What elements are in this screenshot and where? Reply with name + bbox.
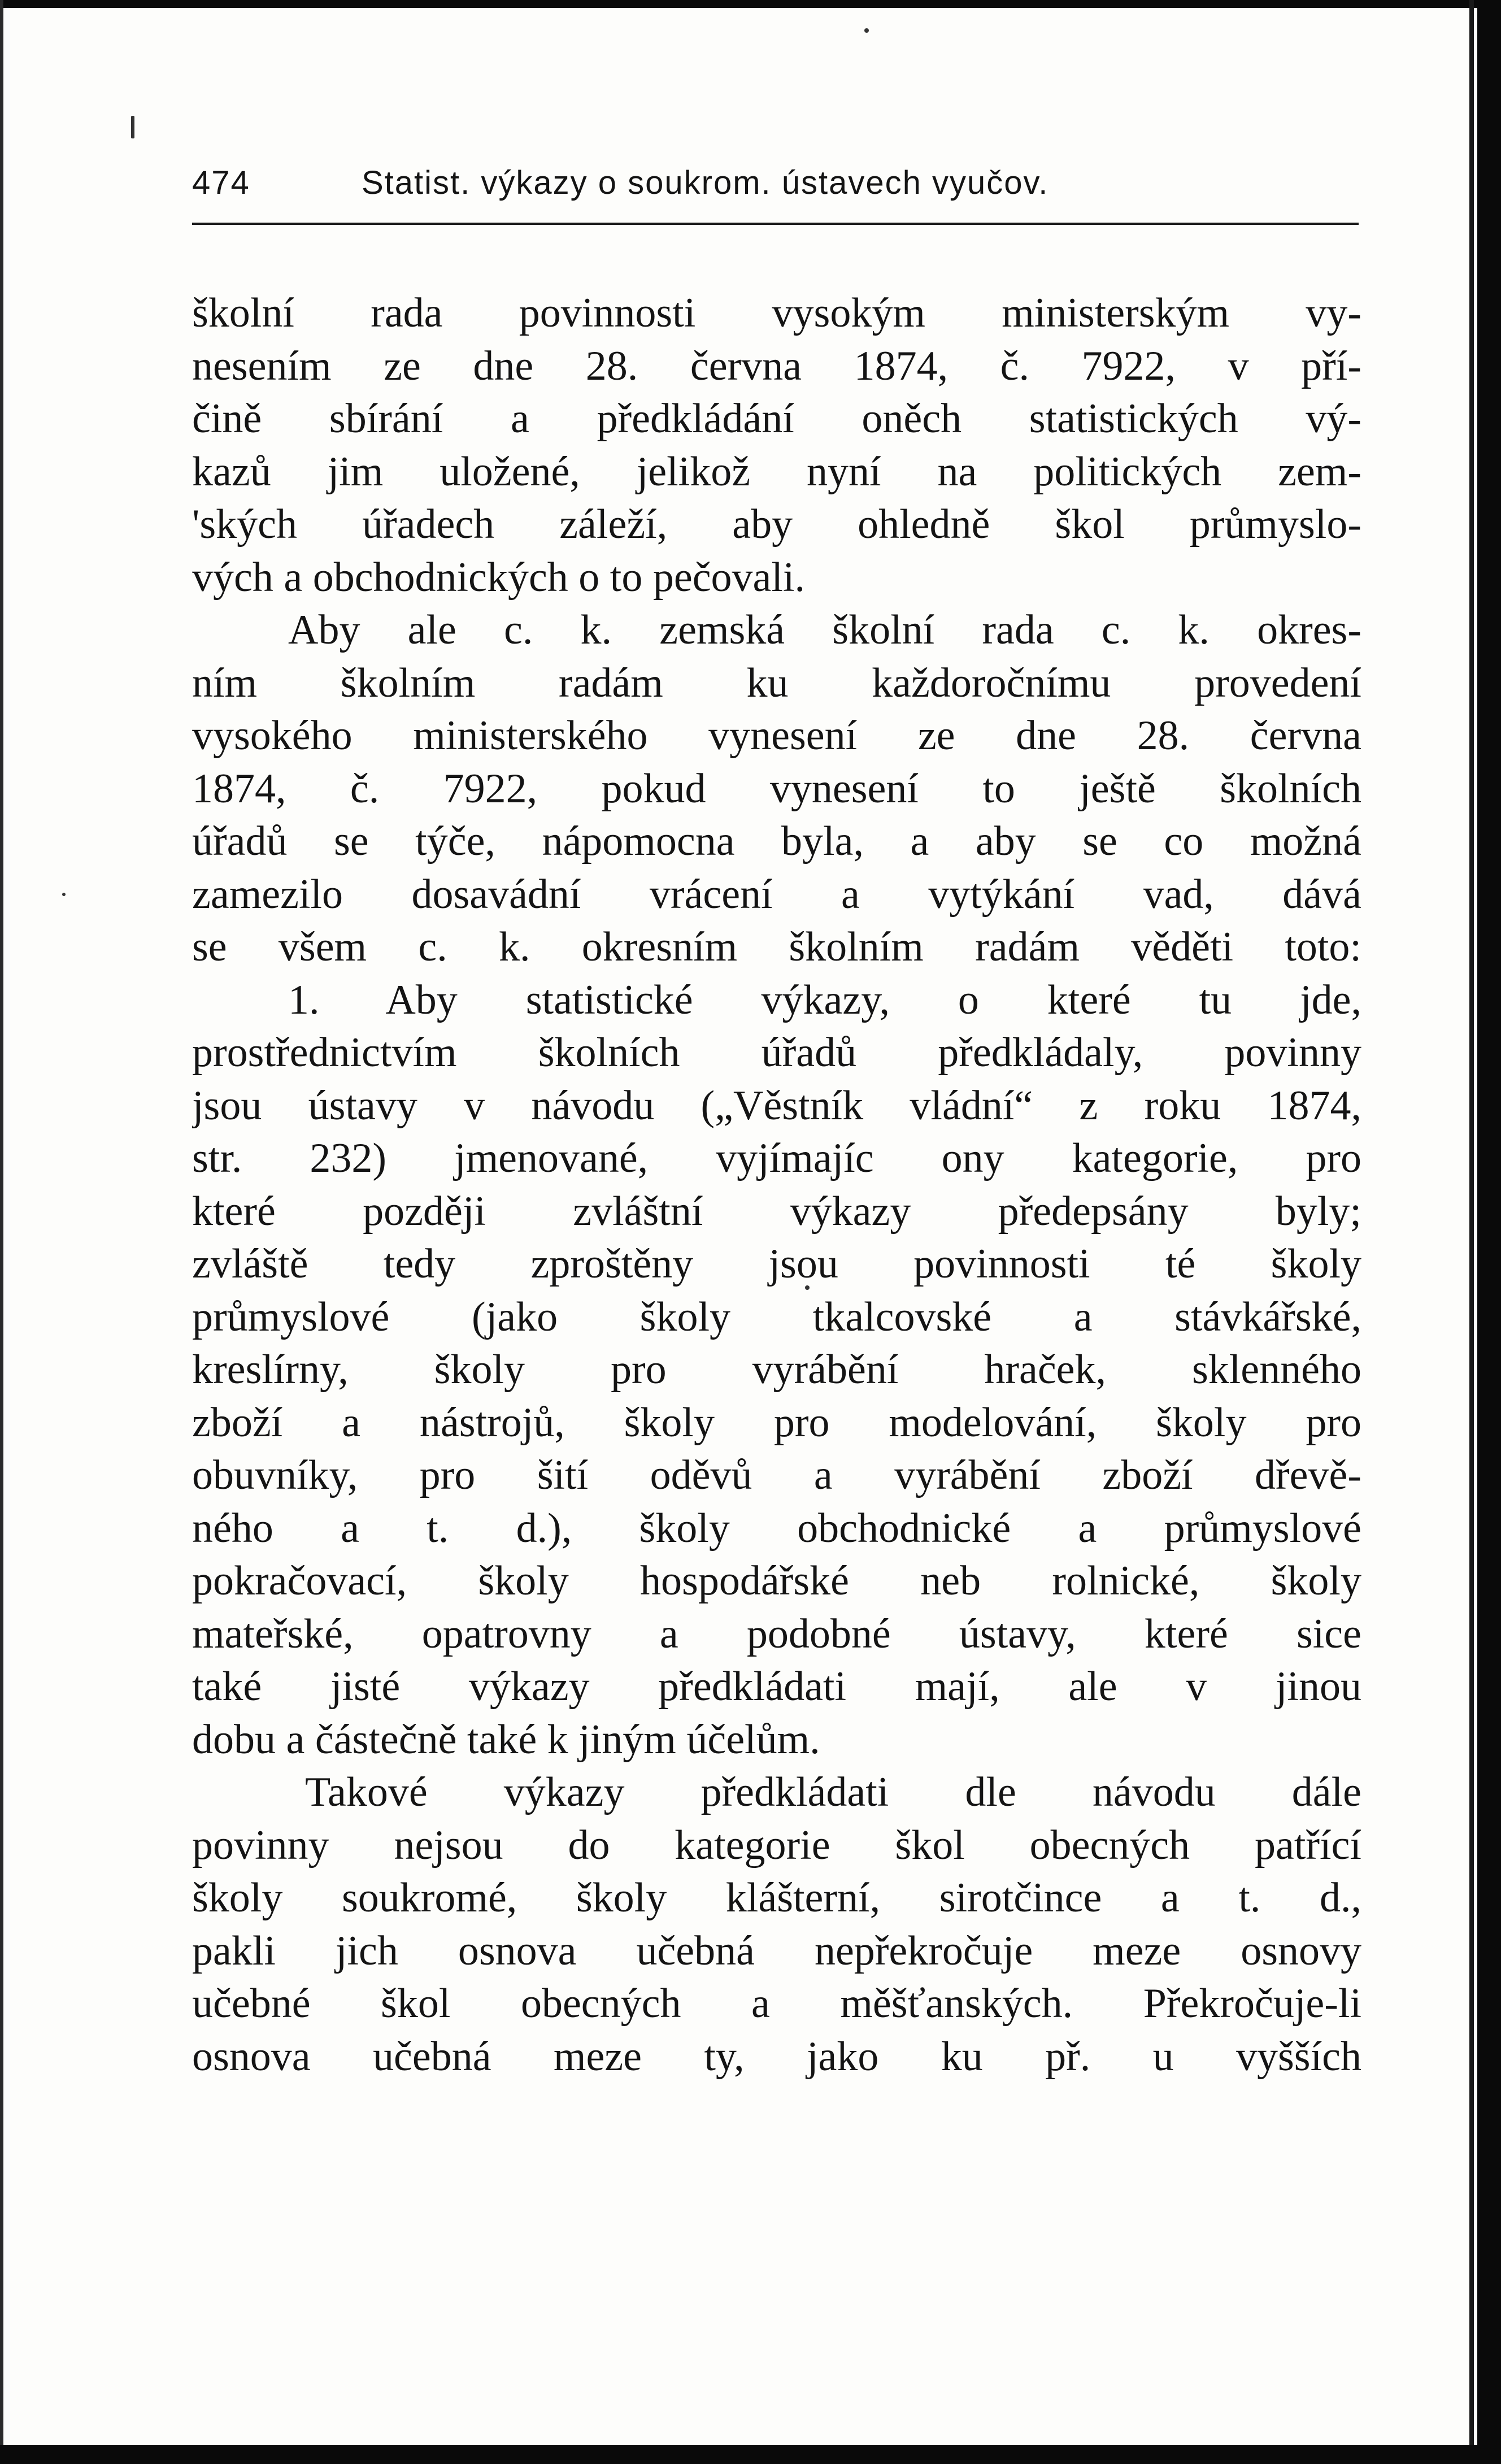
text-line: školní rada povinnosti vysokým ministerským vy- [192, 290, 1361, 336]
page-number: 474 [192, 164, 250, 201]
text-line: kazů jim uložené, jelikož nyní na politických zem- [192, 448, 1361, 495]
text-line: jsou ústavy v návodu („Věstník vládní“ z roku 1874, [192, 1082, 1361, 1129]
text-line: zboží a nástrojů, školy pro modelování, školy pro [192, 1399, 1361, 1446]
text-line: 1874, č. 7922, pokud vynesení to ještě školních [192, 765, 1361, 812]
text-line: ním školním radám ku každoročnímu provedení [192, 659, 1361, 706]
running-header [192, 154, 1361, 205]
text-line: Takové výkazy předkládati dle návodu dále [305, 1769, 1361, 1815]
text-line: prostřednictvím školních úřadů předkládaly, povinny [192, 1029, 1361, 1076]
text-line: pakli jich osnova učebná nepřekročuje meze osnovy [192, 1927, 1361, 1974]
scan-edge-right [1477, 0, 1501, 2464]
text-line: vých a obchodnických o to pečovali. [192, 554, 805, 601]
text-line: str. 232) jmenované, vyjímajíc ony kategorie, pro [192, 1135, 1361, 1181]
scan-speck [131, 116, 134, 138]
text-line: mateřské, opatrovny a podobné ústavy, které sice [192, 1610, 1361, 1657]
text-line: učebné škol obecných a měšťanských. Překročuje-li [192, 1980, 1361, 2027]
running-title: Statist. výkazy o soukrom. ústavech vyučov. [362, 164, 1049, 201]
text-line: které později zvláštní výkazy předepsány byly; [192, 1188, 1361, 1235]
text-line: školy soukromé, školy klášterní, sirotčince a t. d., [192, 1875, 1361, 1921]
text-line: kreslírny, školy pro vyrábění hraček, sklenného [192, 1346, 1361, 1393]
scan-speck [864, 28, 869, 33]
text-line: také jisté výkazy předkládati mají, ale v jinou [192, 1663, 1361, 1710]
scan-edge-top [0, 0, 1501, 8]
text-line: vysokého ministerského vynesení ze dne 28. června [192, 712, 1361, 759]
text-line: obuvníky, pro šití oděvů a vyrábění zboží dřevě- [192, 1452, 1361, 1498]
text-line: ného a t. d.), školy obchodnické a průmyslové [192, 1505, 1361, 1552]
body-text [192, 287, 1361, 2083]
text-line: čině sbírání a předkládání oněch statistických vý- [192, 396, 1361, 442]
scan-edge-right-inner [1469, 0, 1474, 2464]
text-line: se všem c. k. okresním školním radám věděti toto: [192, 924, 1361, 970]
text-line: dobu a částečně také k jiným účelům. [192, 1716, 820, 1763]
text-line: 'ských úřadech záleží, aby ohledně škol průmyslo- [192, 501, 1361, 547]
text-line: úřadů se týče, nápomocna byla, a aby se co možná [192, 818, 1361, 864]
text-line: zvláště tedy zproštěny jsou povinnosti té školy [192, 1241, 1361, 1287]
text-line: průmyslové (jako školy tkalcovské a stávkářské, [192, 1293, 1361, 1340]
text-line: 1. Aby statistické výkazy, o které tu jde, [288, 976, 1361, 1023]
text-line: pokračovací, školy hospodářské neb rolnické, školy [192, 1558, 1361, 1604]
scan-edge-left [0, 0, 3, 2464]
scan-speck [62, 893, 66, 896]
scan-edge-bottom [0, 2445, 1501, 2464]
text-line: povinny nejsou do kategorie škol obecných patřící [192, 1822, 1361, 1868]
text-line: nesením ze dne 28. června 1874, č. 7922, v pří- [192, 342, 1361, 389]
text-line: osnova učebná meze ty, jako ku př. u vyšších [192, 2033, 1361, 2080]
header-rule [192, 223, 1359, 225]
text-line: Aby ale c. k. zemská školní rada c. k. okres- [288, 607, 1361, 653]
text-line: zamezilo dosavádní vrácení a vytýkání vad, dává [192, 871, 1361, 918]
